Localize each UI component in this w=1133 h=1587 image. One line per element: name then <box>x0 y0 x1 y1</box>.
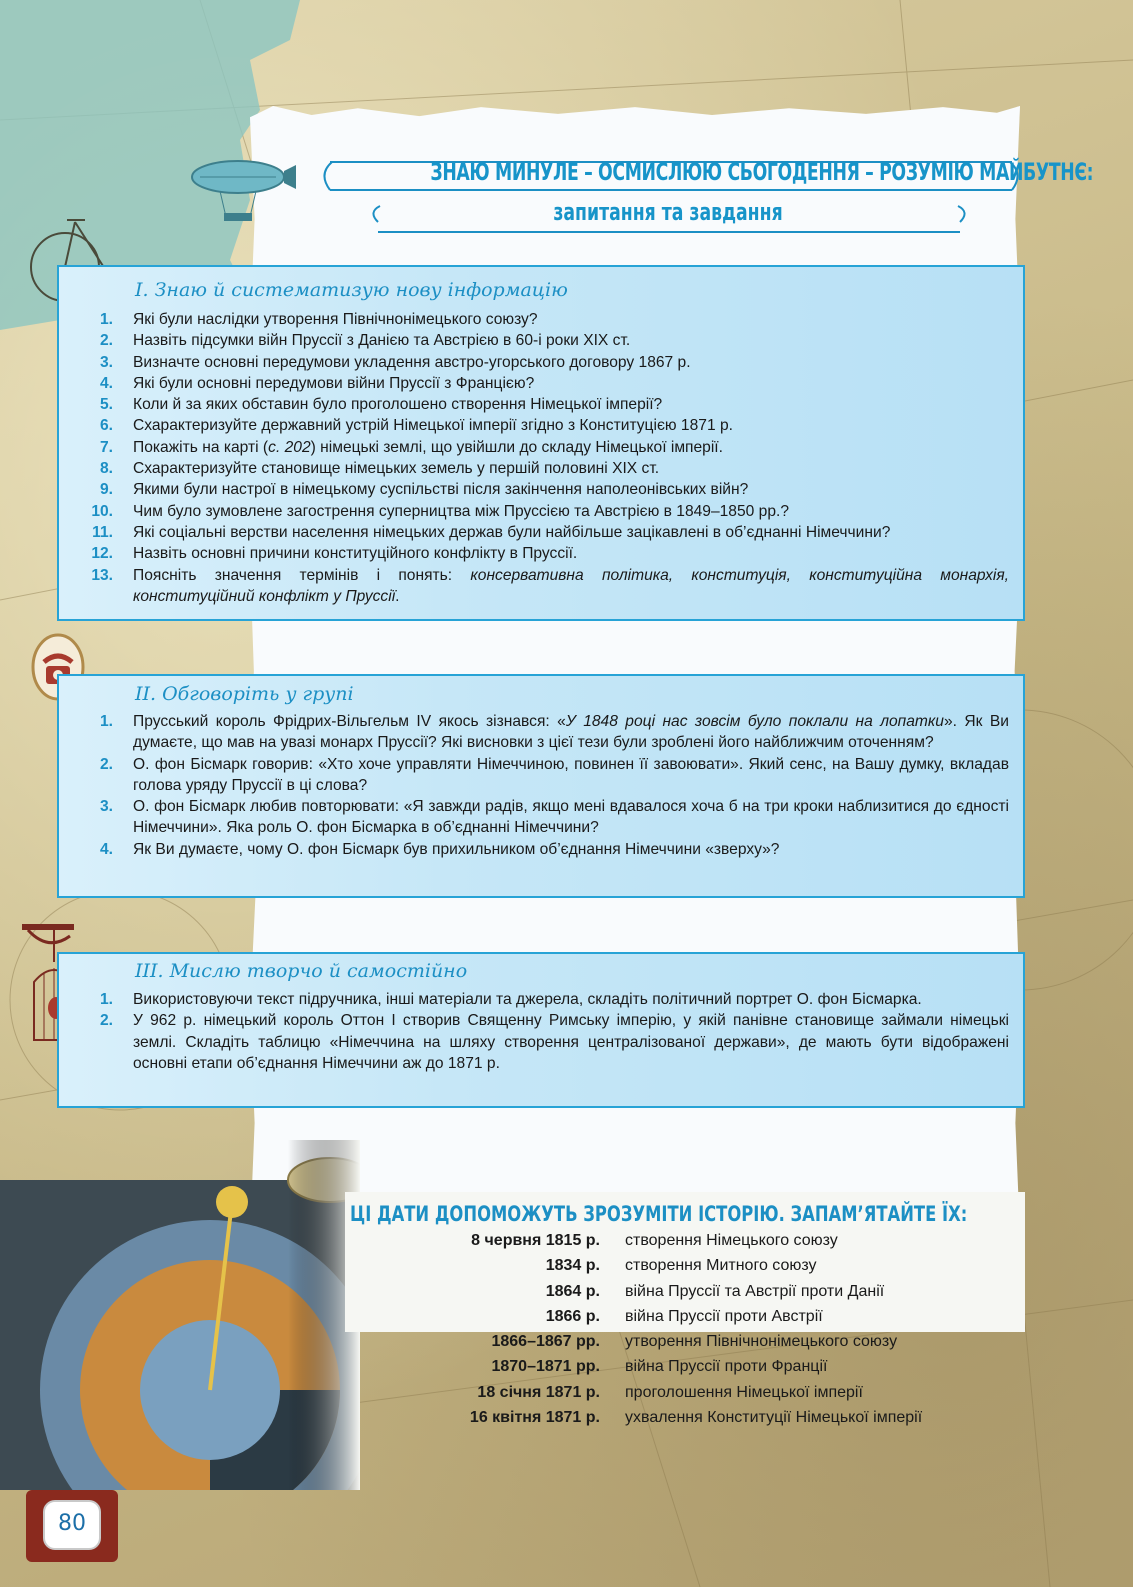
list-item: 1. Прусський король Фрідрих-Вільгельм IV якось зізнався: «У 1848 році нас зовсім було поклали на лопатки». Як Ви думаєте, що мав на увазі монарх Пруссії? Які висновки з цієї тези були зроблені його найближчим оточенням? <box>99 713 1009 752</box>
airship-icon <box>180 155 300 235</box>
list-item: 9. Якими були настрої в німецькому суспільстві після закінчення наполеонівських війн? <box>99 481 749 499</box>
list-item: 3. Визначте основні передумови укладення австро-угорського договору 1867 р. <box>99 353 691 371</box>
question-list <box>59 711 1009 860</box>
dates-heading: ЦІ ДАТИ ДОПОМОЖУТЬ ЗРОЗУМІТИ ІСТОРІЮ. ЗАПАМ’ЯТАЙТЕ ЇХ: <box>350 1202 968 1226</box>
page-number: 80 <box>43 1500 101 1550</box>
date-row: 1864 р. війна Пруссії та Австрії проти Данії <box>545 1282 885 1300</box>
list-item: 2. О. фон Бісмарк говорив: «Хто хоче управляти Німеччиною, повинен її завоювати». Який сенс, на Вашу думку, вкладав голова уряду Пруссії в ці слова? <box>99 755 1009 794</box>
section-discuss-in-group <box>57 674 1025 898</box>
date-row: 1866–1867 рр. утворення Північнонімецького союзу <box>491 1333 898 1351</box>
section-title: ІІ. Обговоріть у групі <box>135 683 354 705</box>
list-item: 6. Схарактеризуйте державний устрій Німецької імперії згідно з Конституцією 1871 р. <box>99 417 733 435</box>
list-item: 2. Назвіть підсумки війн Пруссії з Данією та Австрією в 60-і роки ХІХ ст. <box>99 332 631 350</box>
list-item: 3. О. фон Бісмарк любив повторювати: «Я завжди радів, якщо мені вдавалося хоча б на три кроки наблизитися до єдності Німеччини». Яка роль О. фон Бісмарка в об’єднанні Німеччини? <box>99 798 1009 837</box>
list-item: 12. Назвіть основні причини конституційного конфлікту в Пруссії. <box>91 545 578 563</box>
page-heading <box>318 152 1094 238</box>
section-title: ІІІ. Мислю творчо й самостійно <box>135 960 468 982</box>
date-row: 8 червня 1815 р. створення Німецького союзу <box>471 1232 838 1249</box>
section-know-systematize <box>57 265 1025 621</box>
dates-list <box>400 1232 1000 1434</box>
list-item: 10. Чим було зумовлене загострення суперництва між Пруссією та Австрією в 1849–1850 рр.? <box>91 502 790 520</box>
list-item: 4. Які були основні передумови війни Пруссії з Францією? <box>99 374 535 392</box>
date-row: 18 січня 1871 р. проголошення Німецької імперії <box>477 1383 863 1401</box>
date-row: 1866 р. війна Пруссії проти Австрії <box>545 1307 823 1325</box>
date-row: 16 квітня 1871 р. ухвалення Конституції Німецької імперії <box>469 1409 923 1427</box>
list-item: 8. Схарактеризуйте становище німецьких земель у першій половині ХІХ ст. <box>99 460 660 478</box>
list-item: 4. Як Ви думаєте, чому О. фон Бісмарк був прихильником об’єднання Німеччини «зверху»? <box>99 840 780 858</box>
section-title: І. Знаю й систематизую нову інформацію <box>135 279 568 301</box>
heading-line-2: запитання та завдання <box>553 198 783 226</box>
list-item: 13. Поясніть значення термінів і понять: консервативна політика, конституція, конституційна монархія, конституційний конфлікт у Пруссії. <box>91 566 1009 605</box>
list-item: 7. Покажіть на карті (с. 202) німецькі землі, що увійшли до складу Німецької імперії. <box>99 438 723 456</box>
page-number-badge <box>26 1490 118 1562</box>
question-list <box>59 309 1009 607</box>
date-row: 1834 р. створення Митного союзу <box>545 1257 817 1275</box>
astronomical-clock-image <box>0 1140 360 1490</box>
section-think-creatively <box>57 952 1025 1108</box>
heading-line-1: ЗНАЮ МИНУЛЕ – ОСМИСЛЮЮ СЬОГОДЕННЯ – РОЗУМІЮ МАЙБУТНЄ: <box>430 158 1094 186</box>
list-item: 11. Які соціальні верстви населення німецьких держав були найбільше зацікавлені в об’єднанні Німеччини? <box>92 523 891 541</box>
list-item: 2. У 962 р. німецький король Оттон І створив Священну Римську імперію, у якій панівне становище займали німецькі землі. Складіть таблицю «Німеччина на шляху створення централізованої держави», де мають бути відображені основні етапи об’єднання Німеччини аж до 1871 р. <box>99 1012 1009 1072</box>
list-item: 5. Коли й за яких обставин було проголошено створення Німецької імперії? <box>99 396 663 414</box>
list-item: 1. Використовуючи текст підручника, інші матеріали та джерела, складіть політичний портрет О. фон Бісмарка. <box>99 991 922 1008</box>
date-row: 1870–1871 рр. війна Пруссії проти Франції <box>491 1358 828 1376</box>
list-item: 1. Які були наслідки утворення Північнонімецького союзу? <box>99 311 538 328</box>
question-list <box>59 989 1009 1074</box>
